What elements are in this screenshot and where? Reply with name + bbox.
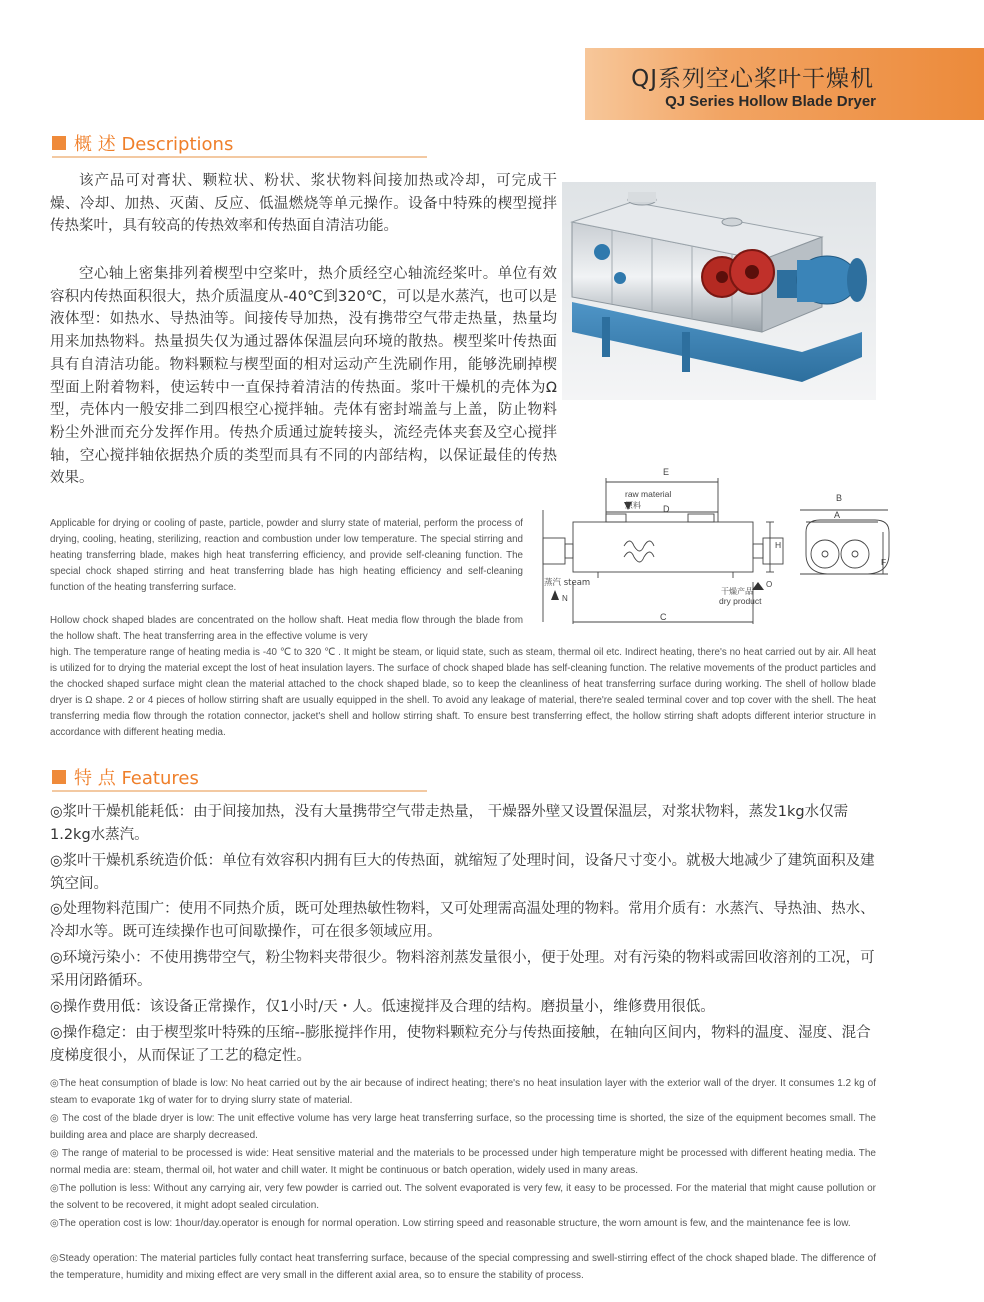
dimension-label-c: C bbox=[660, 612, 667, 622]
descriptions-heading-label: 概 述 Descriptions bbox=[74, 134, 234, 155]
feature-en-4: ◎The pollution is less: Without any carrying air, very few powder is carried out. The solvent evaporated is very few, it easy to be processed. For the material that might cause pollution or the solvent to be recovered, it might adopt sealed circulation. bbox=[50, 1183, 876, 1211]
steam-label: 蒸汽 steam bbox=[544, 578, 591, 588]
dryer-product-photo bbox=[562, 182, 876, 400]
description-en-paragraph-2a: Hollow chock shaped blades are concentrated on the hollow shaft. Heat media flow through the blade from the hollow shaft. The heat transferring area in the effective volume is very bbox=[50, 615, 523, 642]
page-subtitle: QJ Series Hollow Blade Dryer bbox=[665, 93, 876, 110]
dry-product-label: dry product bbox=[719, 596, 762, 606]
descriptions-heading bbox=[52, 130, 427, 158]
feature-zh-2: ◎浆叶干燥机系统造价低：单位有效容积内拥有巨大的传热面，就缩短了处理时间，设备尺寸变小。就极大地减少了建筑面积及建筑空间。 bbox=[50, 853, 875, 892]
dimension-label-e: E bbox=[663, 467, 670, 477]
heading-square-icon bbox=[52, 136, 66, 150]
dimension-label-o: O bbox=[766, 580, 773, 589]
feature-en-2: ◎ The cost of the blade dryer is low: The unit effective volume has very large heat transferring surface, so the processing time is shorted, the size of the equipment becomes small. The building area and place are sharply decreased. bbox=[50, 1113, 876, 1141]
features-heading bbox=[52, 764, 427, 792]
dry-product-label-zh: 干燥产品 bbox=[721, 587, 753, 596]
feature-zh-4: ◎环境污染小：不使用携带空气，粉尘物料夹带很少。物料溶剂蒸发量很小，便于处理。对有污染的物料或需回收溶剂的工况，可采用闭路循环。 bbox=[50, 950, 875, 989]
feature-en-1: ◎The heat consumption of blade is low: No heat carried out by the air because of indirect heating; there's no heat insulation layer with the exterior wall of the dryer. It consumes 1.2 kg of steam to evaporate 1kg of water for to drying slurry state of material. bbox=[50, 1078, 876, 1106]
raw-material-label-zh: 原料 bbox=[625, 501, 641, 510]
description-zh-paragraph-2: 空心轴上密集排列着楔型中空桨叶，热介质经空心轴流经桨叶。单位有效容积内传热面积很大，热介质温度从-40℃到320℃，可以是水蒸汽，也可以是液体型：如热水、导热油等。间接传导加热，没有携带空气带走热量，热量均用来加热物料。热量损失仅为通过器体保温层向环境的散热。楔型桨叶传热面具有自清洁功能。物料颗粒与楔型面的相对运动产生洗刷作用，能够洗刷掉楔型面上附着物料，使运转中一直保持着清洁的传热面。浆叶干燥机的壳体为Ω型，壳体内一般安排二到四根空心搅拌轴。壳体有密封端盖与上盖，防止物料粉尘外泄而充分发挥作用。传热介质通过旋转接头，流经壳体夹套及空心搅拌轴，空心搅拌轴依据热介质的类型而具有不同的内部结构，以保证最佳的传热效果。 bbox=[50, 266, 557, 487]
description-zh-paragraph-1: 该产品可对膏状、颗粒状、粉状、浆状物料间接加热或冷却，可完成干燥、冷却、加热、灭菌、反应、低温燃烧等单元操作。设备中特殊的楔型搅拌传热桨叶，具有较高的传热效率和传热面自清洁功能。 bbox=[50, 173, 557, 235]
description-en-paragraph-2b: high. The temperature range of heating media is -40 ℃ to 320 ℃ . It might be steam, or liquid state, such as steam, thermal oil etc. Indirect heating, there's no heat carried out by air. All heat is utilized for to drying the material except the lost of heat insulation layers. The surface of chock shaped blade has self-cleaning function. The relative movements of the product particles and the chocked shaped surface might clean the material attached to the chock shaped blade, so to keep the cleanliness of heat transferring surface during working. The shell of hollow blade dryer is Ω shape. 2 or 4 pieces of hollow stirring shaft are usually equipped in the shell. To avoid any leakage of material, there're sealed terminal cover and top cover with the shell. The heat transferring media flow through the rotation connector, jacket's shell and hollow stirring shaft. To ensure best transferring effect, the hollow stirring shaft adopts different interior structure in accordance with different heating media. bbox=[50, 647, 876, 738]
feature-zh-3: ◎处理物料范围广：使用不同热介质，既可处理热敏性物料，又可处理需高温处理的物料。常用介质有：水蒸汽、导热油、热水、冷却水等。既可连续操作也可间歇操作，可在很多领域应用。 bbox=[50, 901, 875, 940]
dimension-diagram bbox=[538, 462, 893, 632]
heading-square-icon bbox=[52, 770, 66, 784]
feature-zh-6: ◎操作稳定：由于楔型浆叶特殊的压缩--膨胀搅拌作用，使物料颗粒充分与传热面接触，在轴向区间内，物料的温度、湿度、混合度梯度很小，从而保证了工艺的稳定性。 bbox=[50, 1025, 871, 1064]
features-heading-label: 特 点 Features bbox=[74, 768, 199, 789]
dimension-label-f: F bbox=[881, 557, 887, 567]
feature-zh-1: ◎浆叶干燥机能耗低：由于间接加热，没有大量携带空气带走热量， 干燥器外壁又设置保温层，对浆状物料，蒸发1kg水仅需1.2kg水蒸汽。 bbox=[50, 804, 849, 843]
dimension-label-n: N bbox=[562, 594, 568, 603]
page-title: QJ系列空心桨叶干燥机 bbox=[631, 66, 874, 92]
dimension-label-a: A bbox=[834, 510, 841, 520]
feature-zh-5: ◎操作费用低：该设备正常操作，仅1小时/天・人。低速搅拌及合理的结构。磨损量小，维修费用很低。 bbox=[50, 999, 715, 1015]
feature-en-3: ◎ The range of material to be processed is wide: Heat sensitive material and the materials to be processed under high temperature might be processed with different heating media. The normal media are: steam, thermal oil, hot water and chill water. It might be continuous or batch operation, widely used in many areas. bbox=[50, 1148, 876, 1176]
dimension-label-d: D bbox=[663, 504, 670, 514]
feature-en-6: ◎Steady operation: The material particles fully contact heat transferring surface, because of the special compressing and swell-stirring effect of the chock shaped blade. The difference of the temperature, humidity and mixing effect are very small in the different axial area, so to ensure the stability of process. bbox=[50, 1253, 876, 1281]
dimension-label-b: B bbox=[836, 493, 843, 503]
description-en-paragraph-1: Applicable for drying or cooling of paste, particle, powder and slurry state of material, perform the process of drying, cooling, heating, sterilizing, reaction and combustion under low temperature. The special stirring and heating transferring blade, makes high heat transferring efficiency, and provide self-cleaning function. The special chock shaped stirring and heat transferring blade has high heating efficiency and self-cleaning function of the heating transferring surface. bbox=[50, 518, 523, 593]
dimension-label-h: H bbox=[775, 540, 782, 550]
feature-en-5: ◎The operation cost is low: 1hour/day.operator is enough for normal operation. Low stirring speed and reasonable structure, the worn amount is few, and the maintenance fee is low. bbox=[50, 1218, 851, 1229]
raw-material-label: raw material bbox=[625, 489, 672, 499]
